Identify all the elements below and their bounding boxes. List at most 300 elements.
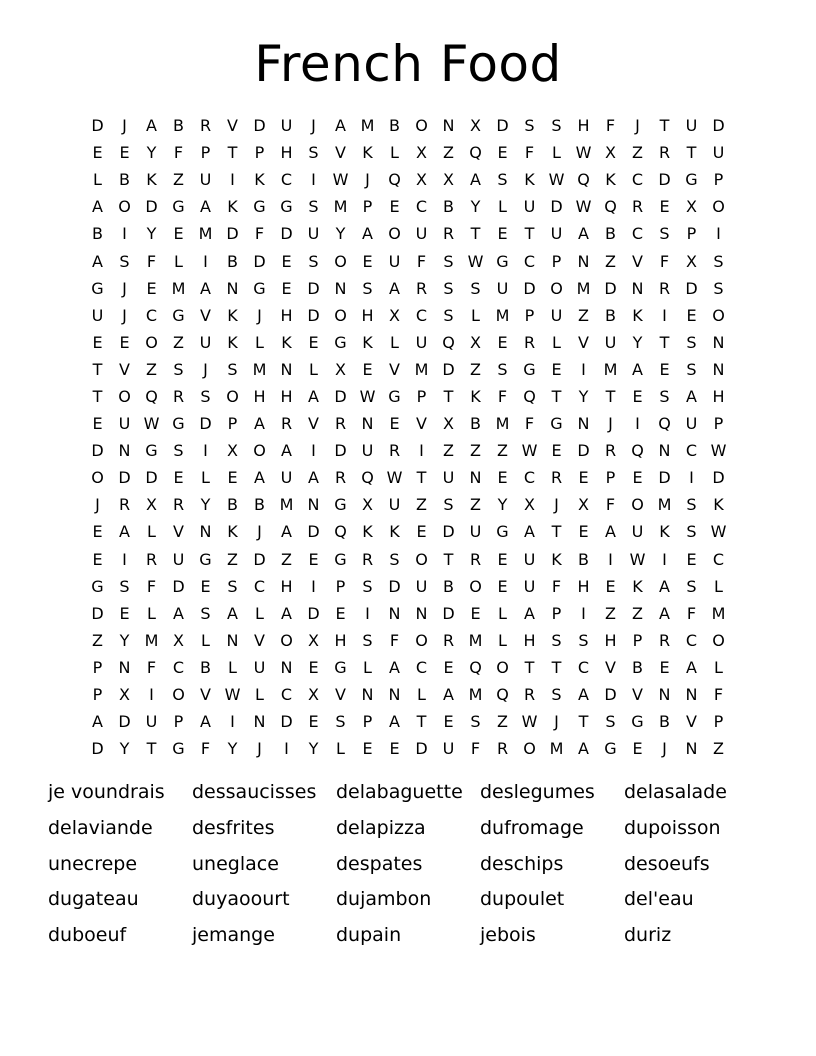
grid-letter: M [171, 278, 186, 298]
grid-letter: T [443, 386, 454, 406]
grid-letter: J [95, 495, 100, 515]
grid-letter: M [333, 197, 348, 217]
grid-letter: U [523, 197, 536, 217]
grid-letter: D [226, 224, 239, 244]
grid-letter: W [224, 685, 241, 705]
grid-letter: A [254, 468, 265, 488]
grid-letter: L [201, 468, 210, 488]
grid-row [84, 139, 732, 166]
grid-letter: N [307, 495, 320, 515]
grid-letter: S [713, 251, 724, 271]
grid-letter: E [632, 386, 643, 406]
grid-letter: Z [470, 495, 481, 515]
grid-letter: G [145, 441, 158, 461]
grid-letter: E [308, 657, 319, 677]
grid-letter: C [523, 468, 536, 488]
grid-letter: I [716, 224, 721, 244]
grid-letter: D [415, 739, 428, 759]
grid-letter: X [389, 305, 400, 325]
grid-letter: N [631, 278, 644, 298]
grid-letter: S [686, 576, 697, 596]
grid-letter: G [334, 332, 347, 352]
grid-letter: I [230, 712, 235, 732]
grid-letter: X [308, 685, 319, 705]
grid-letter: A [92, 712, 103, 732]
grid-row [84, 573, 732, 600]
grid-letter: K [605, 170, 616, 190]
grid-letter: A [200, 197, 211, 217]
grid-letter: M [576, 278, 591, 298]
grid-letter: B [227, 251, 238, 271]
grid-row [84, 220, 732, 247]
grid-letter: H [577, 576, 590, 596]
grid-letter: N [712, 332, 725, 352]
grid-letter: M [711, 603, 726, 623]
grid-letter: Z [632, 603, 643, 623]
grid-letter: E [362, 251, 373, 271]
grid-letter: N [685, 685, 698, 705]
grid-letter: E [362, 359, 373, 379]
grid-letter: B [443, 576, 454, 596]
grid-letter: L [255, 332, 264, 352]
grid-letter: G [172, 414, 185, 434]
grid-letter: E [362, 739, 373, 759]
grid-letter: U [253, 657, 266, 677]
grid-letter: R [658, 143, 671, 163]
grid-letter: K [470, 386, 481, 406]
grid-letter: P [362, 712, 373, 732]
grid-letter: L [363, 657, 372, 677]
word-list-item: dufromage [480, 816, 584, 839]
grid-letter: H [253, 386, 266, 406]
grid-letter: W [548, 170, 565, 190]
grid-letter: K [632, 576, 643, 596]
grid-letter: X [524, 495, 535, 515]
grid-letter: R [145, 549, 158, 569]
grid-letter: O [334, 305, 347, 325]
grid-letter: P [335, 576, 346, 596]
grid-letter: A [308, 386, 319, 406]
word-list-item: dupoisson [624, 816, 721, 839]
grid-letter: C [712, 549, 725, 569]
grid-letter: K [227, 332, 238, 352]
grid-letter: X [686, 251, 697, 271]
word-list-item: delasalade [624, 781, 727, 803]
grid-letter: V [254, 630, 265, 650]
grid-letter: G [496, 251, 509, 271]
word-list-item: unecrepe [48, 852, 138, 875]
grid-letter: G [334, 495, 347, 515]
grid-letter: E [92, 143, 103, 163]
grid-letter: H [523, 630, 536, 650]
grid-letter: S [362, 576, 373, 596]
grid-letter: G [172, 739, 185, 759]
grid-letter: R [172, 386, 185, 406]
grid-letter: D [658, 468, 671, 488]
grid-letter: E [443, 657, 454, 677]
grid-letter: U [550, 305, 563, 325]
word-list [48, 776, 768, 955]
grid-letter: I [203, 441, 208, 461]
grid-letter: F [200, 739, 211, 759]
grid-letter: I [608, 549, 613, 569]
grid-letter: F [605, 495, 616, 515]
grid-letter: A [632, 359, 643, 379]
grid-letter: U [712, 143, 725, 163]
grid-letter: D [91, 116, 104, 136]
grid-letter: N [334, 278, 347, 298]
grid-letter: E [632, 739, 643, 759]
grid-letter: B [227, 495, 238, 515]
grid-letter: V [308, 414, 319, 434]
grid-letter: S [200, 386, 211, 406]
grid-letter: G [685, 170, 698, 190]
grid-letter: T [227, 143, 238, 163]
grid-letter: T [686, 143, 697, 163]
grid-letter: A [281, 603, 292, 623]
grid-letter: E [119, 332, 130, 352]
grid-letter: D [604, 685, 617, 705]
grid-letter: E [497, 468, 508, 488]
grid-letter: A [254, 414, 265, 434]
grid-letter: S [659, 224, 670, 244]
grid-letter: P [362, 197, 373, 217]
grid-letter: G [631, 712, 644, 732]
grid-letter: F [659, 251, 670, 271]
grid-letter: Z [470, 441, 481, 461]
grid-letter: P [713, 414, 724, 434]
grid-letter: L [390, 332, 399, 352]
grid-letter: N [388, 685, 401, 705]
grid-letter: P [713, 712, 724, 732]
grid-letter: N [388, 603, 401, 623]
grid-letter: L [93, 170, 102, 190]
grid-letter: O [145, 332, 158, 352]
grid-letter: C [631, 224, 644, 244]
word-list-item: desfrites [192, 816, 275, 839]
grid-letter: K [254, 170, 265, 190]
grid-letter: X [416, 170, 427, 190]
grid-letter: U [388, 251, 401, 271]
grid-letter: I [122, 224, 127, 244]
grid-letter: I [311, 576, 316, 596]
grid-letter: I [662, 549, 667, 569]
grid-letter: O [118, 197, 131, 217]
grid-letter: C [685, 630, 698, 650]
grid-letter: D [334, 441, 347, 461]
grid-letter: K [362, 332, 373, 352]
grid-letter: X [470, 116, 481, 136]
grid-letter: C [523, 251, 536, 271]
grid-letter: X [416, 143, 427, 163]
grid-letter: K [227, 522, 238, 542]
grid-letter: N [415, 603, 428, 623]
grid-letter: E [335, 603, 346, 623]
grid-letter: U [361, 441, 374, 461]
grid-letter: Y [146, 143, 157, 163]
grid-letter: E [470, 603, 481, 623]
grid-letter: S [443, 495, 454, 515]
grid-letter: D [685, 278, 698, 298]
grid-letter: Y [119, 630, 130, 650]
grid-letter: E [227, 468, 238, 488]
grid-letter: S [119, 251, 130, 271]
grid-letter: I [284, 739, 289, 759]
grid-letter: J [257, 522, 262, 542]
grid-letter: A [389, 657, 400, 677]
grid-letter: A [659, 576, 670, 596]
grid-letter: R [658, 278, 671, 298]
word-list-item: je voundrais [48, 781, 165, 803]
grid-letter: J [257, 305, 262, 325]
grid-letter: N [199, 522, 212, 542]
grid-letter: F [551, 576, 562, 596]
grid-letter: W [467, 251, 484, 271]
grid-letter: S [308, 251, 319, 271]
grid-letter: S [551, 630, 562, 650]
grid-letter: P [173, 712, 184, 732]
grid-letter: A [470, 170, 481, 190]
grid-letter: R [523, 332, 536, 352]
grid-letter: U [550, 224, 563, 244]
grid-letter: Z [92, 630, 103, 650]
grid-row [84, 437, 732, 464]
grid-letter: U [307, 224, 320, 244]
grid-letter: U [415, 332, 428, 352]
grid-letter: D [442, 522, 455, 542]
grid-letter: X [119, 685, 130, 705]
grid-letter: K [551, 549, 562, 569]
grid-letter: N [442, 116, 455, 136]
word-list-item: deslegumes [480, 781, 595, 803]
grid-letter: P [254, 143, 265, 163]
grid-letter: Q [658, 414, 671, 434]
grid-letter: H [361, 305, 374, 325]
grid-letter: F [389, 630, 400, 650]
grid-letter: H [334, 630, 347, 650]
grid-letter: X [443, 414, 454, 434]
grid-letter: V [227, 116, 238, 136]
grid-letter: T [416, 712, 427, 732]
word-list-item: delabaguette [336, 781, 463, 803]
grid-letter: Y [335, 224, 346, 244]
grid-letter: R [280, 414, 293, 434]
grid-letter: R [118, 495, 131, 515]
grid-letter: F [686, 603, 697, 623]
word-list-item: jebois [480, 924, 536, 947]
grid-letter: U [523, 576, 536, 596]
grid-letter: B [659, 712, 670, 732]
grid-letter: N [469, 468, 482, 488]
grid-letter: U [199, 332, 212, 352]
grid-letter: B [119, 170, 130, 190]
grid-letter: W [521, 441, 538, 461]
grid-letter: D [712, 116, 725, 136]
grid-letter: U [631, 522, 644, 542]
grid-letter: T [551, 522, 562, 542]
grid-letter: R [199, 116, 212, 136]
grid-letter: E [308, 332, 319, 352]
grid-letter: L [255, 685, 264, 705]
grid-letter: A [308, 468, 319, 488]
grid-letter: Z [416, 495, 427, 515]
grid-letter: J [122, 116, 127, 136]
word-list-item: dujambon [336, 888, 432, 911]
grid-letter: H [712, 386, 725, 406]
grid-letter: J [122, 278, 127, 298]
grid-letter: S [227, 576, 238, 596]
grid-letter: Q [334, 522, 347, 542]
grid-letter: P [686, 224, 697, 244]
word-list-item: duriz [624, 924, 672, 947]
grid-letter: T [524, 224, 535, 244]
grid-letter: Y [308, 739, 319, 759]
grid-letter: T [659, 116, 670, 136]
grid-letter: V [686, 712, 697, 732]
grid-letter: E [632, 468, 643, 488]
grid-letter: A [443, 685, 454, 705]
grid-letter: H [280, 305, 293, 325]
grid-letter: C [685, 441, 698, 461]
grid-letter: M [279, 495, 294, 515]
grid-letter: O [388, 224, 401, 244]
grid-letter: O [415, 116, 428, 136]
grid-letter: B [470, 414, 481, 434]
grid-letter: E [119, 603, 130, 623]
grid-letter: E [443, 712, 454, 732]
grid-letter: J [662, 739, 667, 759]
grid-letter: B [605, 305, 616, 325]
grid-row [84, 600, 732, 627]
grid-letter: K [362, 143, 373, 163]
grid-letter: O [334, 251, 347, 271]
grid-letter: E [551, 359, 562, 379]
grid-letter: O [172, 685, 185, 705]
grid-letter: P [227, 414, 238, 434]
grid-letter: R [442, 224, 455, 244]
grid-letter: M [657, 495, 672, 515]
grid-letter: S [686, 495, 697, 515]
grid-letter: S [551, 116, 562, 136]
grid-letter: Z [443, 441, 454, 461]
grid-letter: A [227, 603, 238, 623]
grid-letter: N [577, 414, 590, 434]
grid-letter: M [468, 685, 483, 705]
grid-letter: R [469, 549, 482, 569]
grid-letter: O [226, 386, 239, 406]
grid-letter: N [658, 685, 671, 705]
grid-letter: S [227, 359, 238, 379]
grid-letter: A [281, 522, 292, 542]
grid-letter: L [336, 739, 345, 759]
grid-letter: L [174, 251, 183, 271]
grid-letter: V [416, 414, 427, 434]
grid-letter: N [712, 359, 725, 379]
grid-letter: T [146, 739, 157, 759]
grid-letter: O [469, 576, 482, 596]
grid-letter: L [147, 522, 156, 542]
grid-letter: O [496, 657, 509, 677]
grid-letter: A [686, 386, 697, 406]
grid-letter: I [203, 251, 208, 271]
grid-letter: J [122, 305, 127, 325]
grid-letter: U [415, 224, 428, 244]
grid-letter: T [443, 549, 454, 569]
grid-letter: Z [578, 305, 589, 325]
grid-letter: W [359, 386, 376, 406]
grid-letter: L [390, 143, 399, 163]
grid-letter: U [199, 170, 212, 190]
grid-letter: B [173, 116, 184, 136]
grid-letter: N [577, 251, 590, 271]
grid-letter: A [146, 116, 157, 136]
grid-letter: R [442, 630, 455, 650]
grid-letter: O [118, 386, 131, 406]
grid-letter: R [631, 197, 644, 217]
word-list-item: desoeufs [624, 852, 710, 875]
grid-letter: E [578, 522, 589, 542]
grid-letter: T [551, 386, 562, 406]
grid-letter: Q [442, 332, 455, 352]
grid-letter: U [685, 116, 698, 136]
grid-letter: S [578, 630, 589, 650]
grid-letter: G [496, 522, 509, 542]
grid-letter: H [280, 576, 293, 596]
grid-letter: N [118, 657, 131, 677]
grid-letter: X [335, 359, 346, 379]
grid-letter: T [92, 359, 103, 379]
grid-row [84, 383, 732, 410]
grid-letter: A [92, 251, 103, 271]
grid-letter: O [712, 305, 725, 325]
grid-letter: S [443, 278, 454, 298]
grid-letter: N [361, 414, 374, 434]
grid-letter: B [605, 224, 616, 244]
grid-letter: X [173, 630, 184, 650]
grid-letter: D [253, 251, 266, 271]
grid-letter: N [253, 712, 266, 732]
grid-letter: L [498, 630, 507, 650]
grid-letter: J [608, 414, 613, 434]
grid-letter: V [335, 685, 346, 705]
grid-letter: S [686, 359, 697, 379]
grid-letter: U [523, 549, 536, 569]
grid-letter: Z [497, 441, 508, 461]
grid-letter: Z [173, 332, 184, 352]
grid-letter: I [230, 170, 235, 190]
grid-letter: Y [146, 224, 157, 244]
grid-letter: F [605, 116, 616, 136]
grid-letter: S [308, 143, 319, 163]
grid-letter: D [280, 712, 293, 732]
grid-letter: O [253, 441, 266, 461]
grid-letter: E [389, 739, 400, 759]
page-title: French Food [254, 35, 562, 93]
grid-letter: G [388, 386, 401, 406]
grid-letter: D [442, 603, 455, 623]
grid-letter: Z [470, 359, 481, 379]
grid-letter: N [226, 630, 239, 650]
grid-letter: S [686, 332, 697, 352]
grid-letter: F [254, 224, 265, 244]
grid-letter: R [550, 468, 563, 488]
grid-letter: K [659, 522, 670, 542]
grid-letter: G [280, 197, 293, 217]
grid-letter: G [334, 657, 347, 677]
grid-letter: O [523, 739, 536, 759]
grid-letter: S [686, 522, 697, 542]
grid-letter: N [685, 739, 698, 759]
